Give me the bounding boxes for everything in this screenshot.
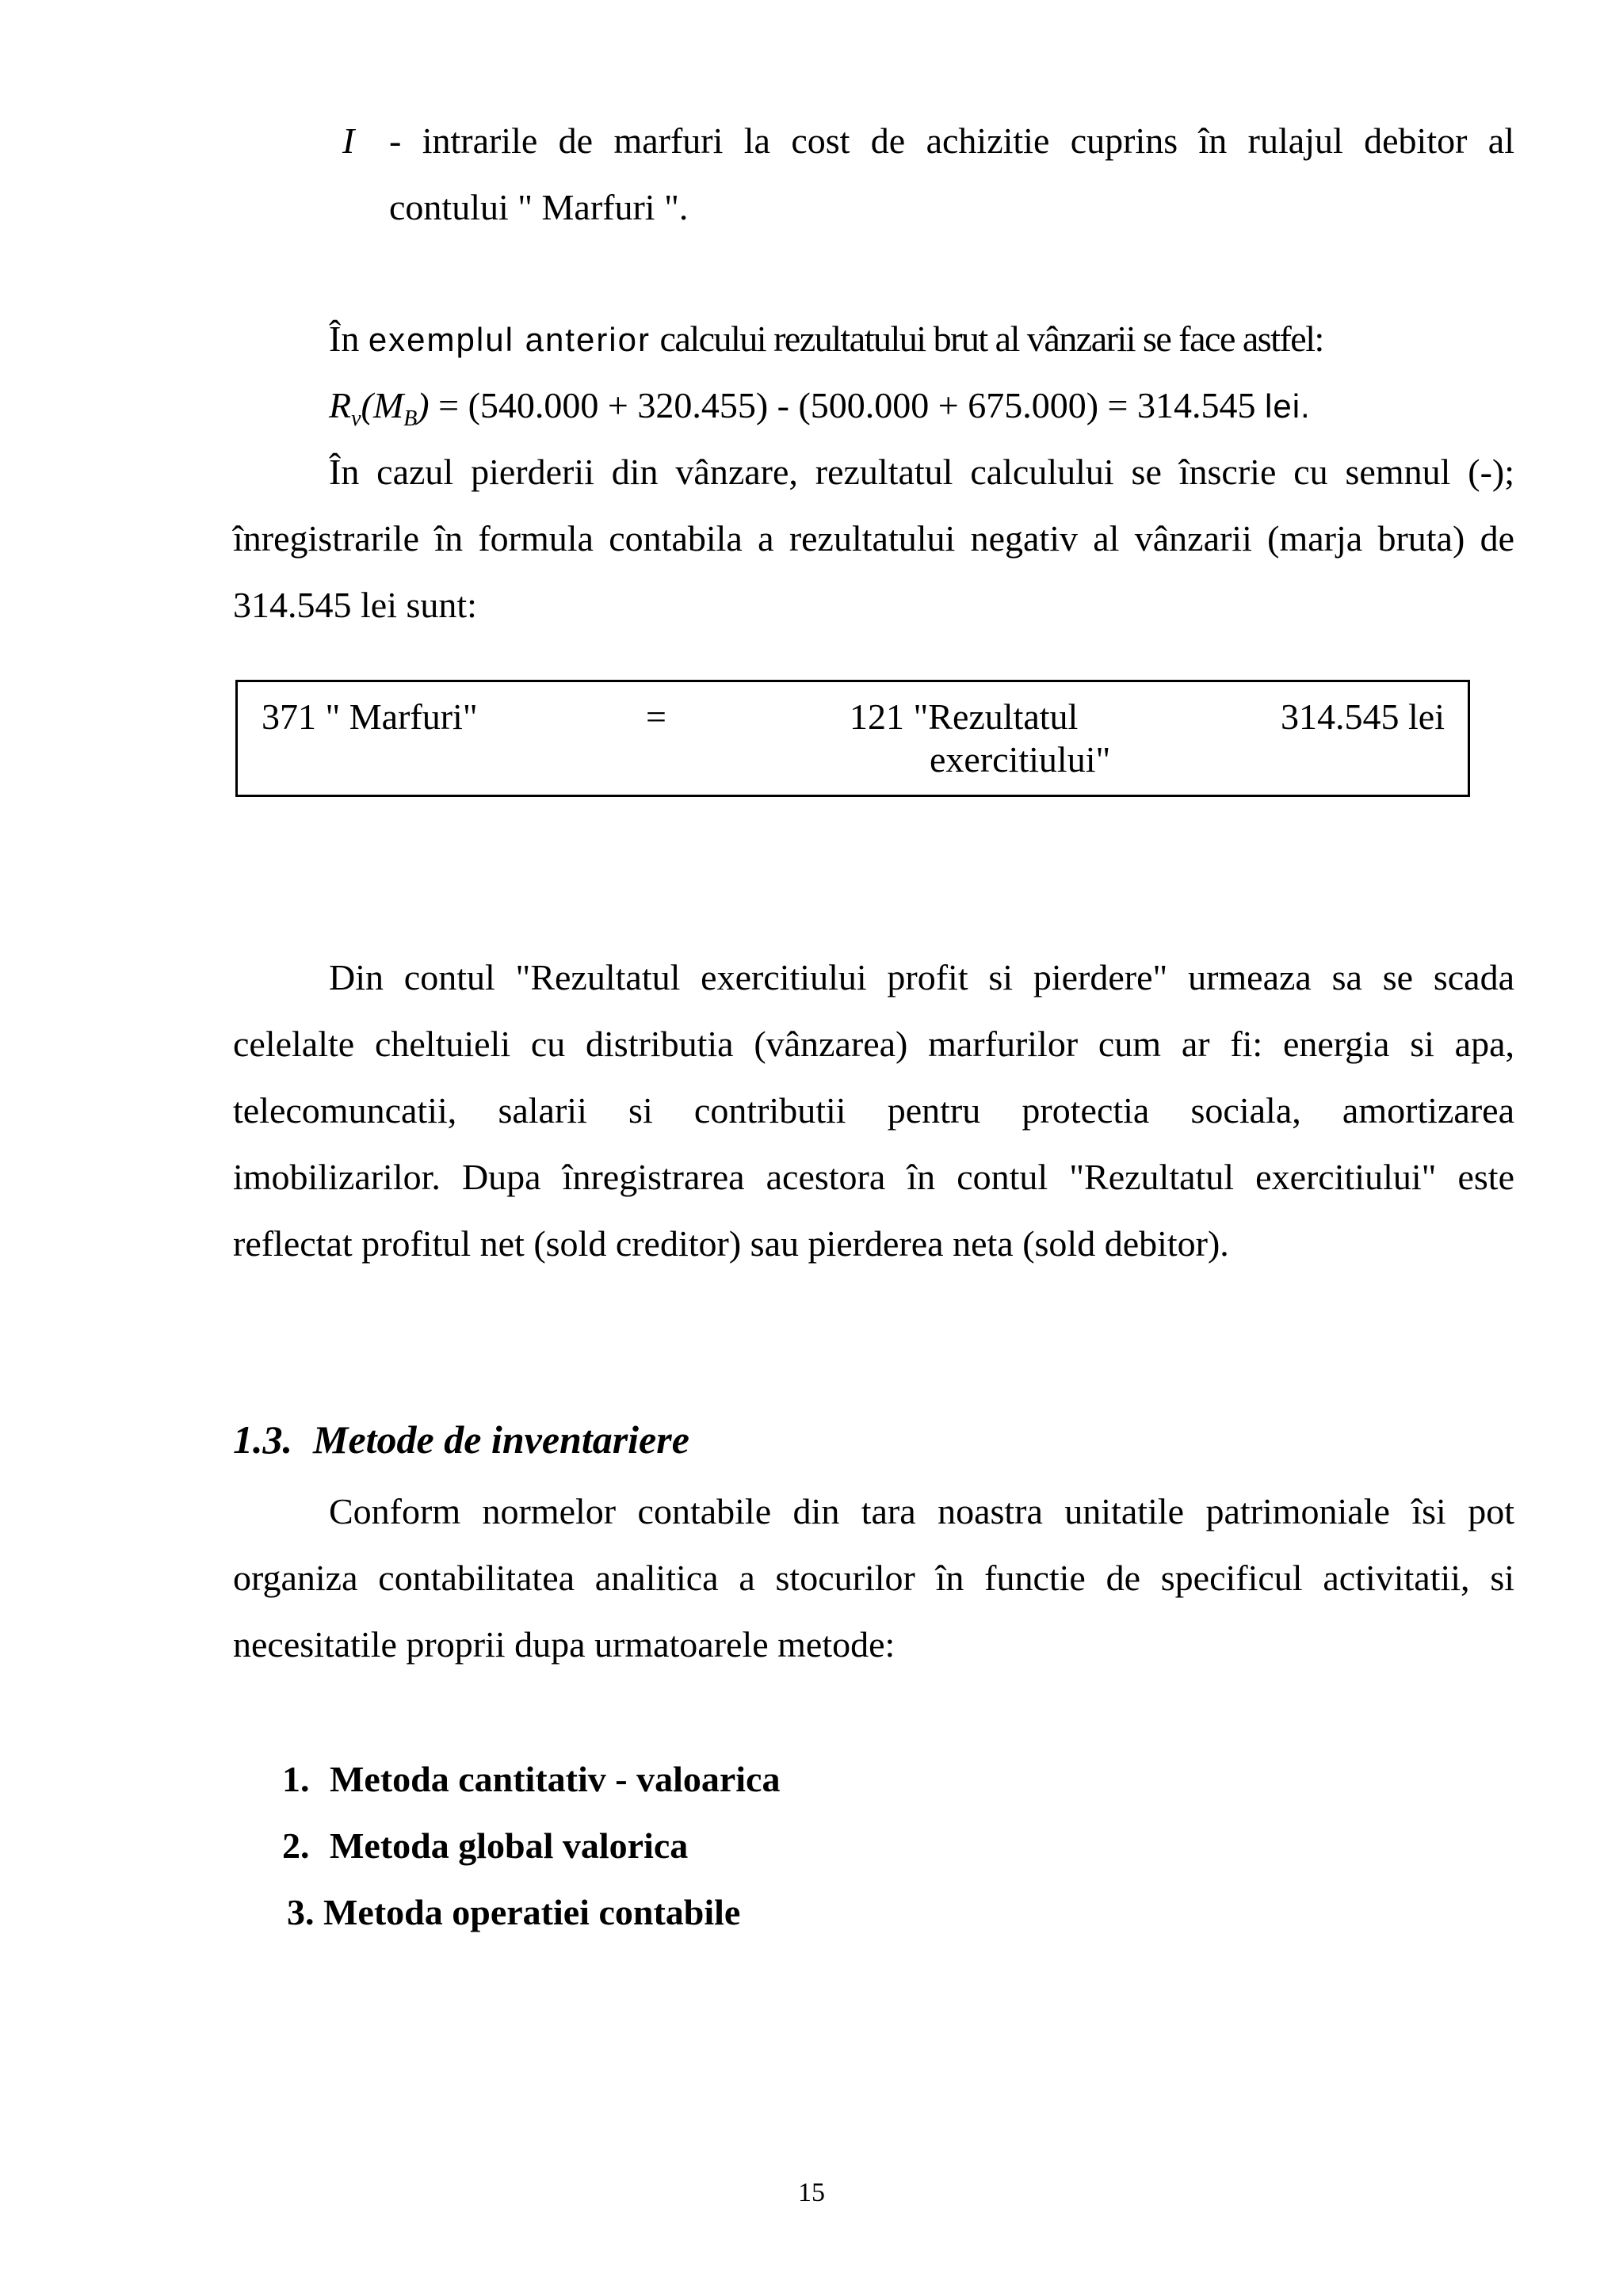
list-item-label: Metoda operatiei contabile bbox=[323, 1892, 741, 1932]
list-item bbox=[282, 1824, 688, 1868]
formula-line bbox=[329, 383, 1311, 432]
entry-debit-account: 371 " Marfuri" bbox=[262, 696, 478, 737]
profit-line-4: imobilizarilor. Dupa înregistrarea acestora în contul "Rezultatul exercitiului" este bbox=[233, 1157, 1514, 1197]
profit-line-2: celelalte cheltuieli cu distributia (vânzarea) marfurilor cum ar fi: energia si apa, bbox=[233, 1024, 1514, 1064]
list-item-number: 2. bbox=[282, 1825, 310, 1866]
list-item bbox=[287, 1890, 740, 1935]
loss-line-2: înregistrarile în formula contabila a rezultatului negativ al vânzarii (marja bruta) de bbox=[233, 518, 1514, 559]
list-item-number: 3. bbox=[287, 1892, 315, 1932]
list-item-label: Metoda global valorica bbox=[330, 1825, 689, 1866]
section-heading bbox=[233, 1416, 689, 1463]
profit-line-5: reflectat profitul net (sold creditor) sau pierderea neta (sold debitor). bbox=[233, 1223, 1229, 1264]
definition-line-2: contului " Marfuri ". bbox=[389, 187, 689, 227]
entry-credit-line-2: exercitiului" bbox=[930, 739, 1111, 780]
list-item-label: Metoda cantitativ - valoarica bbox=[330, 1759, 781, 1799]
methods-line-3: necesitatile proprii dupa urmatoarele metode: bbox=[233, 1624, 896, 1665]
formula-expression: = (540.000 + 320.455) - (500.000 + 675.000) = 314.545 bbox=[438, 385, 1256, 425]
example-intro bbox=[329, 317, 1323, 362]
formula-sub-b: B bbox=[403, 406, 418, 432]
page-number: 15 bbox=[798, 2178, 825, 2207]
example-lead-in: În bbox=[329, 318, 360, 359]
entry-credit-line-1: 121 "Rezultatul bbox=[850, 696, 1079, 737]
example-lead-words: exemplul anterior bbox=[368, 321, 651, 358]
example-rest: calcului rezultatului brut al vânzarii se face astfel: bbox=[659, 318, 1323, 359]
formula-unit: lei. bbox=[1265, 387, 1311, 425]
entry-equals-sign: = bbox=[646, 696, 666, 737]
formula-var-m: (M bbox=[361, 385, 404, 425]
definition-symbol: I bbox=[342, 120, 355, 161]
formula-var-r: R bbox=[329, 385, 352, 425]
methods-line-1: Conform normelor contabile din tara noastra unitatile patrimoniale îsi pot bbox=[329, 1491, 1514, 1531]
accounting-entry-box bbox=[235, 680, 1470, 797]
profit-line-1: Din contul "Rezultatul exercitiului profit si pierdere" urmeaza sa se scada bbox=[329, 957, 1514, 997]
profit-line-3: telecomuncatii, salarii si contributii pentru protectia sociala, amortizarea bbox=[233, 1090, 1514, 1131]
methods-line-2: organiza contabilitatea analitica a stocurilor în functie de specificul activitatii, si bbox=[233, 1558, 1514, 1598]
entry-amount: 314.545 lei bbox=[1281, 696, 1445, 737]
list-item-number: 1. bbox=[282, 1759, 310, 1799]
list-item bbox=[282, 1757, 780, 1802]
loss-line-3: 314.545 lei sunt: bbox=[233, 585, 477, 625]
definition-line-1: - intrarile de marfuri la cost de achizitie cuprins în rulajul debitor al bbox=[389, 120, 1514, 161]
section-title: Metode de inventariere bbox=[313, 1417, 689, 1462]
formula-sub-v: v bbox=[351, 406, 361, 432]
loss-line-1: În cazul pierderii din vânzare, rezultatul calculului se înscrie cu semnul (-); bbox=[329, 452, 1514, 492]
formula-close: ) bbox=[417, 385, 430, 425]
section-number: 1.3. bbox=[233, 1417, 292, 1462]
